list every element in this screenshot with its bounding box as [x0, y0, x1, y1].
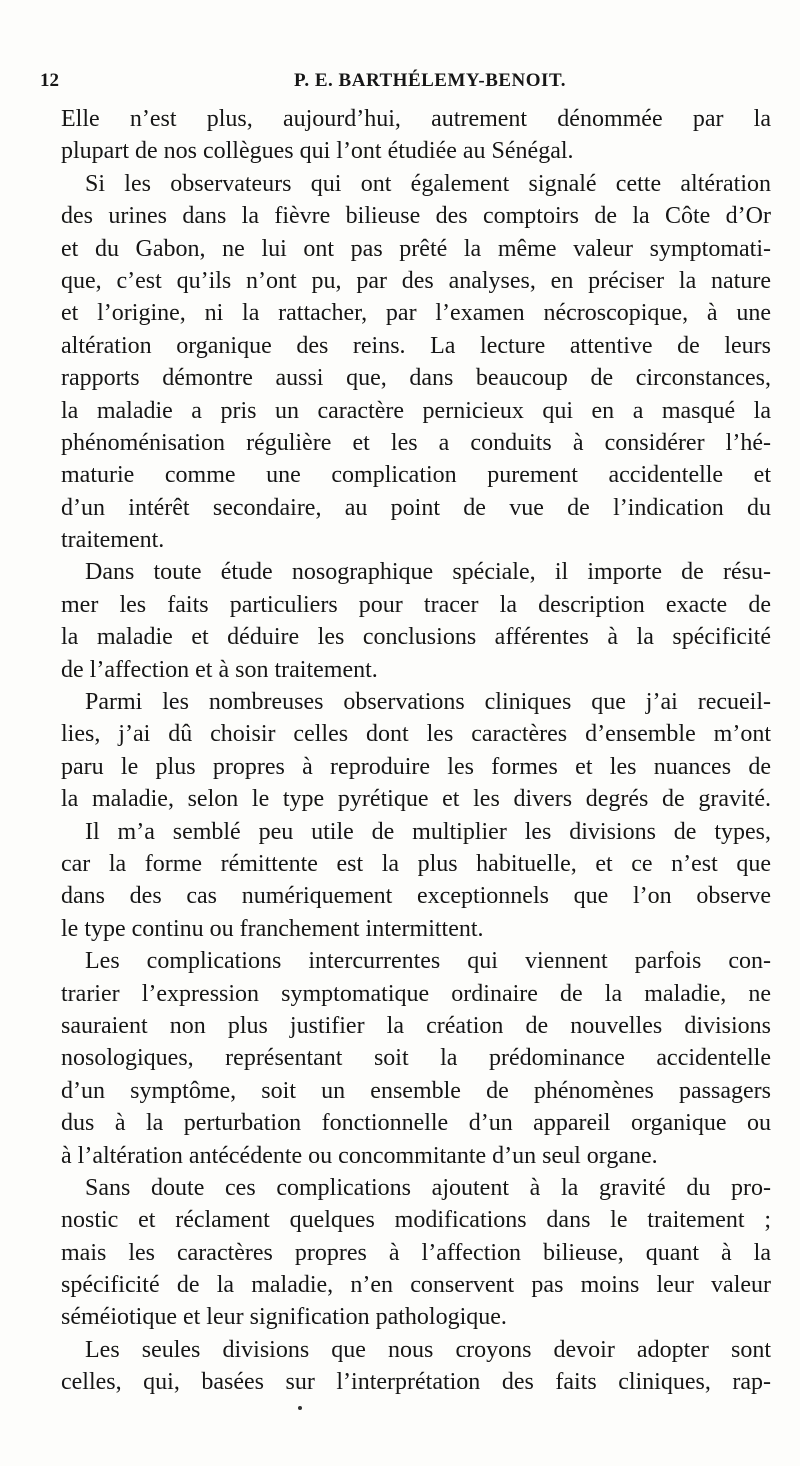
text-line: d’un symptôme, soit un ensemble de phénomènes passagers	[61, 1077, 771, 1104]
text-line: nostic et réclament quelques modifications dans le traitement ;	[61, 1207, 771, 1234]
text-line: et du Gabon, ne lui ont pas prêté la même valeur symptomati-	[61, 235, 771, 262]
text-line: mais les caractères propres à l’affection bilieuse, quant à la	[61, 1239, 771, 1266]
text-line: le type continu ou franchement intermittent.	[61, 915, 484, 942]
text-line: de l’affection et à son traitement.	[61, 656, 378, 683]
running-title: P. E. BARTHÉLEMY-BENOIT.	[294, 70, 566, 91]
text-line: la maladie et déduire les conclusions afférentes à la spécificité	[61, 624, 771, 651]
text-line: des urines dans la fièvre bilieuse des comptoirs de la Côte d’Or	[61, 203, 771, 230]
body-text	[61, 103, 771, 1399]
text-line: maturie comme une complication purement accidentelle et	[61, 462, 771, 489]
text-line: paru le plus propres à reproduire les formes et les nuances de	[61, 753, 771, 780]
text-line: mer les faits particuliers pour tracer la description exacte de	[61, 591, 771, 618]
text-line: à l’altération antécédente ou concommitante d’un seul organe.	[61, 1142, 658, 1169]
text-line: traitement.	[61, 527, 165, 554]
text-line: plupart de nos collègues qui l’ont étudiée au Sénégal.	[61, 138, 574, 165]
text-line: d’un intérêt secondaire, au point de vue de l’indication du	[61, 494, 771, 521]
text-line: dans des cas numériquement exceptionnels que l’on observe	[61, 883, 771, 910]
text-line: Il m’a semblé peu utile de multiplier les divisions de types,	[85, 818, 771, 845]
text-line: nosologiques, représentant soit la prédominance accidentelle	[61, 1045, 771, 1072]
text-line: Si les observateurs qui ont également signalé cette altération	[85, 170, 771, 197]
text-line: rapports démontre aussi que, dans beaucoup de circonstances,	[61, 365, 771, 392]
page-number: 12	[40, 70, 59, 91]
text-line: altération organique des reins. La lecture attentive de leurs	[61, 332, 771, 359]
text-line: sauraient non plus justifier la création de nouvelles divisions	[61, 1012, 771, 1039]
text-line: Les seules divisions que nous croyons devoir adopter sont	[85, 1336, 771, 1363]
text-line: lies, j’ai dû choisir celles dont les caractères d’ensemble m’ont	[61, 721, 771, 748]
text-line: celles, qui, basées sur l’interprétation des faits cliniques, rap-	[61, 1369, 771, 1396]
text-line: car la forme rémittente est la plus habituelle, et ce n’est que	[61, 850, 771, 877]
text-line: la maladie, selon le type pyrétique et les divers degrés de gravité.	[61, 786, 771, 813]
running-head	[40, 70, 760, 94]
text-line: dus à la perturbation fonctionnelle d’un appareil organique ou	[61, 1110, 771, 1137]
text-line: Dans toute étude nosographique spéciale, il importe de résu-	[85, 559, 771, 586]
text-line: la maladie a pris un caractère pernicieux qui en a masqué la	[61, 397, 771, 424]
text-line: que, c’est qu’ils n’ont pu, par des analyses, en préciser la nature	[61, 267, 771, 294]
text-line: Elle n’est plus, aujourd’hui, autrement dénommée par la	[61, 106, 771, 132]
text-line: Parmi les nombreuses observations cliniques que j’ai recueil-	[85, 689, 771, 716]
printer-dot	[298, 1406, 302, 1410]
text-line: spécificité de la maladie, n’en conservent pas moins leur valeur	[61, 1272, 771, 1299]
text-line: Les complications intercurrentes qui viennent parfois con-	[85, 948, 771, 975]
text-line: et l’origine, ni la rattacher, par l’examen nécroscopique, à une	[61, 300, 771, 327]
text-line: trarier l’expression symptomatique ordinaire de la maladie, ne	[61, 980, 771, 1007]
text-line: Sans doute ces complications ajoutent à la gravité du pro-	[85, 1174, 771, 1201]
text-line: phénoménisation régulière et les a conduits à considérer l’hé-	[61, 429, 771, 456]
text-line: séméiotique et leur signification pathologique.	[61, 1304, 507, 1331]
